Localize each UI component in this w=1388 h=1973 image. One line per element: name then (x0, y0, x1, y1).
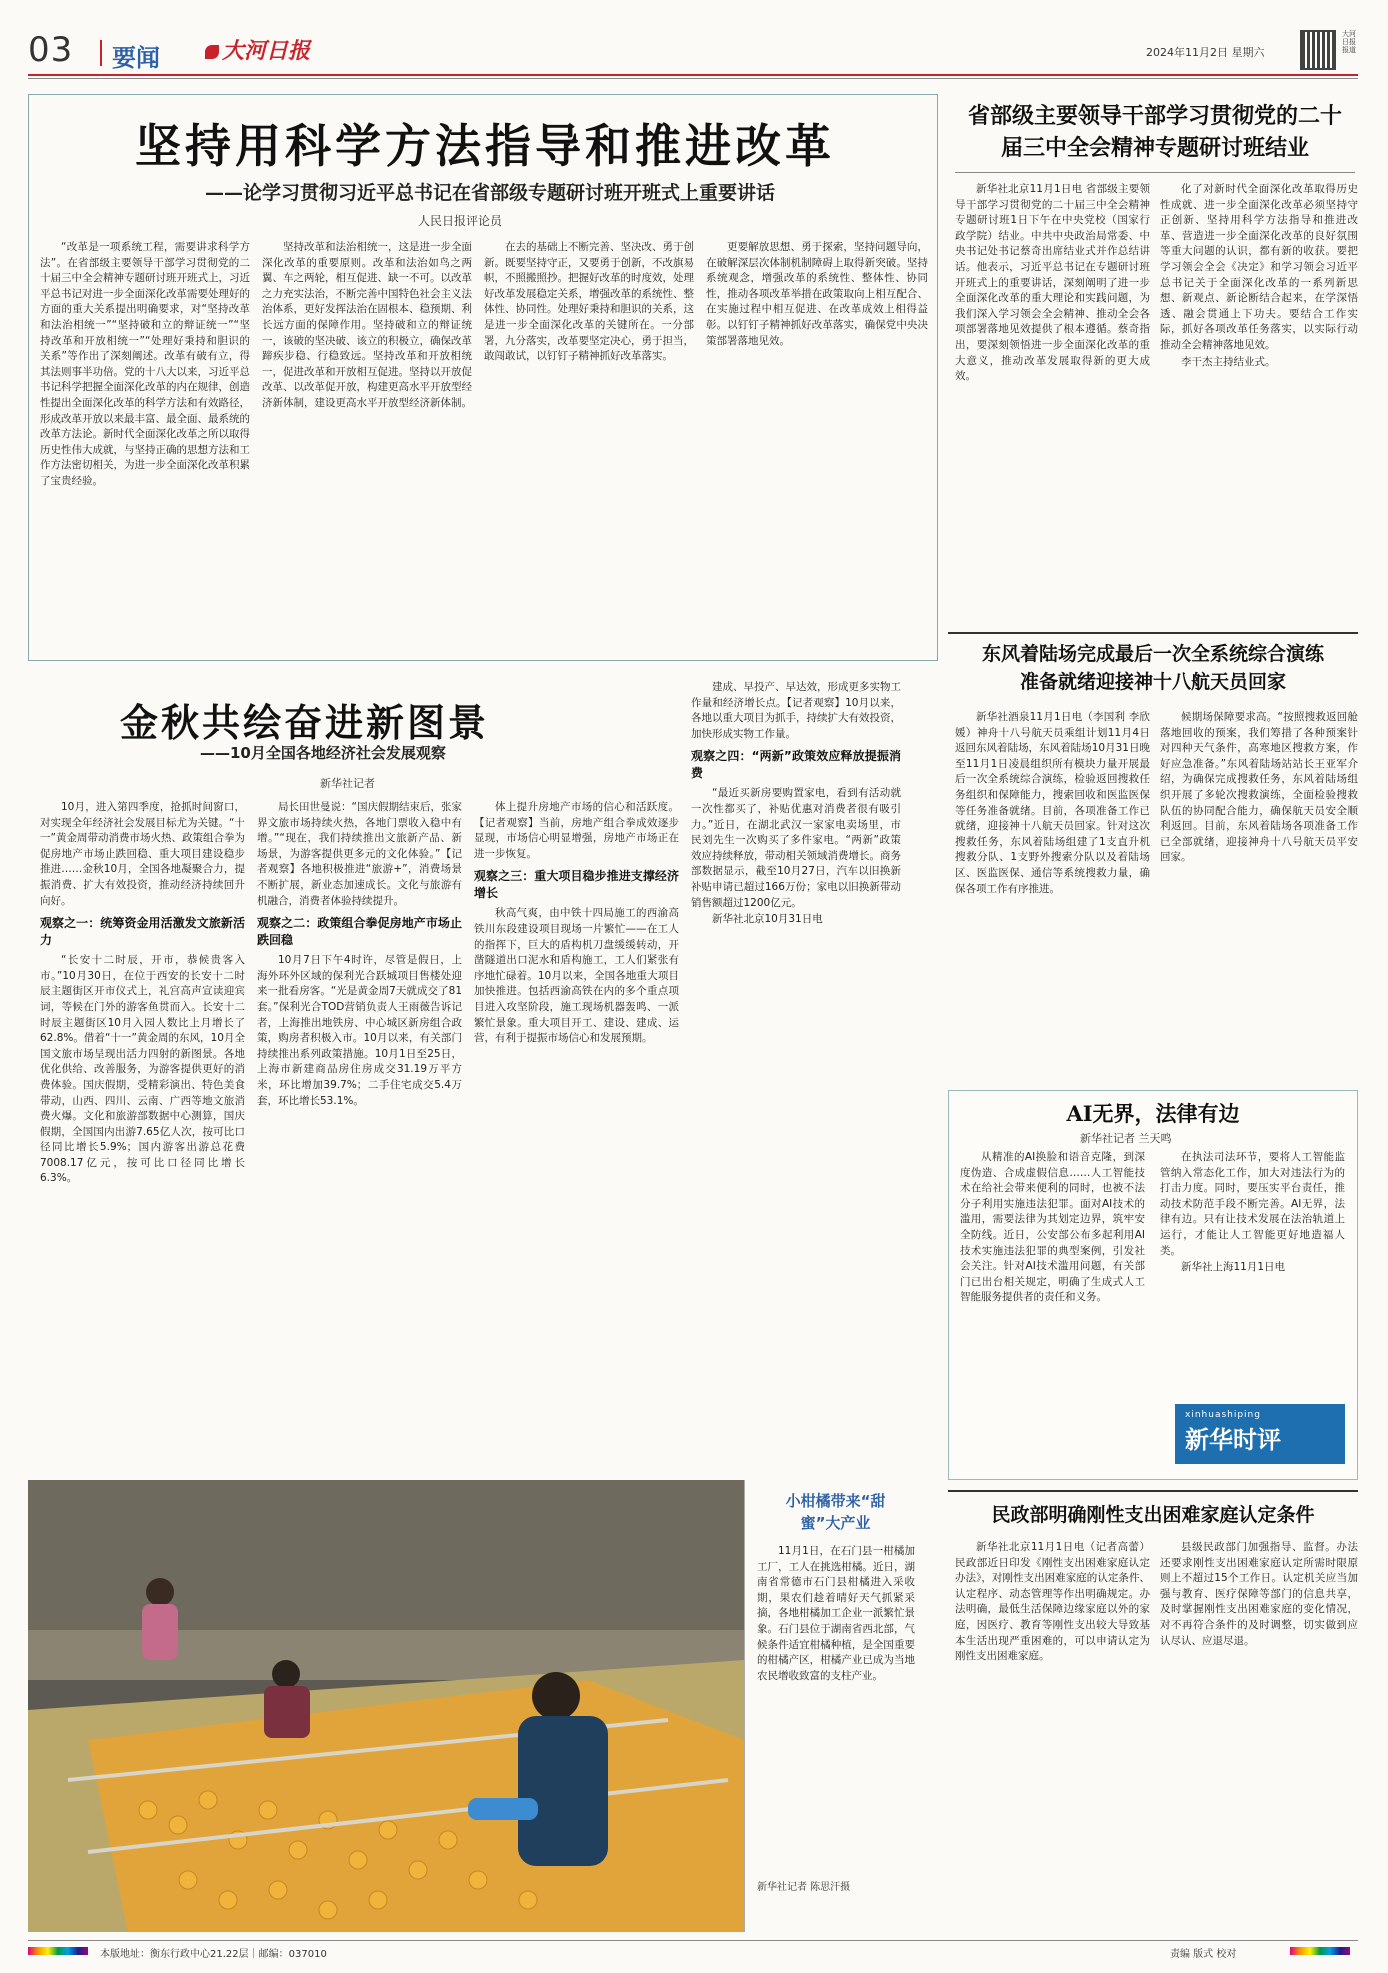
ai-title: AI无界，法律有边 (1066, 1101, 1240, 1126)
study-column-1: 新华社北京11月1日电 省部级主要领导干部学习贯彻党的二十届三中全会精神专题研讨班1日下午在中央党校（国家行政学院）结业。中共中央政治局常委、中央书记处书记蔡奇出席结业式并作总结讲话。他表示，习近平总书记在专题研讨班开班式上的重要讲话，深刻阐明了进一步全面深化改革的重大理论和实践问题，为我们深入学习领会全会精神、推动全会各项部署落地见效提供了根本遵循。蔡奇指出，要深刻领悟进一步全面深化改革的重大意义，推动改革发展取得新的更大成效。 (955, 183, 1150, 383)
lead-byline: 人民日报评论员 (417, 214, 502, 228)
section-name: 要闻 (112, 44, 160, 72)
footer-editors: 责编 版式 校对 (1170, 1949, 1237, 1960)
shenzhou-top-rule (948, 632, 1358, 634)
lead-subtitle: ——论学习贯彻习近平总书记在省部级专题研讨班开班式上重要讲话 (204, 182, 775, 204)
study-column-2: 化了对新时代全面深化改革取得历史性成就、进一步全面深化改革必须坚持守正创新、坚持用科学方法指导和推进改革、营造进一步全面深化改革的良好氛围等重大问题的认识，都有新的收获。要把学习领会全会《决定》和学习领会习近平总书记关于全面深化改革的一系列新思想、新观点、新论断结合起来，在学深悟透、融会贯通上下功夫。要结合工作实际，抓好各项改革任务落实，以实际行动推动全会精神落地见效。 李干杰主持结业式。 (1160, 183, 1358, 368)
study-rule (955, 172, 1355, 173)
ai-byline: 新华社记者 兰天鸣 (1080, 1132, 1172, 1145)
qr-code[interactable] (1300, 30, 1336, 70)
lead-column-1: “改革是一项系统工程，需要讲求科学方法”。在省部级主要领导干部学习贯彻党的二十届三中全会精神专题研讨班开班式上，习近平总书记对进一步全面深化改革需要处理好的方面的重大关系提出明确要求，对“坚持改革和法治相统一”“坚持破和立的辩证统一”“坚持改革和开放相统一”“处理好秉持和胆识的关系”等作出了深刻阐述。改革有破有立，得其法则事半功倍。党的十八大以来，习近平总书记科学把握全面深化改革的内在规律，创造性提出全面深化改革的科学方法和有效路径，形成改革开放以来最丰富、最全面、最系统的改革方法论。新时代全面深化改革之所以取得历史性伟大成就，与坚持正确的思想方法和工作方法密切相关，为进一步全面深化改革积累了宝贵经验。 (40, 241, 250, 487)
golden-byline: 新华社记者 (320, 777, 375, 790)
logo-mark-icon (205, 45, 219, 59)
photo-caption-box (744, 1480, 924, 1932)
civil-column-1: 新华社北京11月1日电（记者高蕾）民政部近日印发《刚性支出困难家庭认定办法》，对刚性支出困难家庭的认定条件、认定程序、动态管理等作出明确规定。办法明确，最低生活保障边缘家庭以外的家庭，因医疗、教育等刚性支出较大导致基本生活出现严重困难的，可以申请认定为刚性支出困难家庭。 (955, 1541, 1150, 1663)
page-number: 03 (28, 30, 74, 70)
golden-column-3: 体上提升房地产市场的信心和活跃度。【记者观察】当前，房地产组合拳成效逐步显现，市场信心明显增强，房地产市场正在进一步恢复。 观察之三：重大项目稳步推进支撑经济增长 秋高气爽，由中铁十四局施工的西渝高铁川东段建设项目现场一片繁忙——在工人的指挥下，巨大的盾构机刀盘缓缓转动，开凿隧道出口泥水和盾构施工，工人们紧张有序地忙碌着。10月以来，全国各地重大项目加快推进。包括西渝高铁在内的多个重点项目进入攻坚阶段，施工现场机器轰鸣、一派繁忙景象。重大项目开工、建设、建成、运营，有利于提振市场信心和发展预期。 (474, 801, 679, 1045)
badge-chinese: 新华时评 (1185, 1425, 1281, 1454)
masthead-logo (205, 34, 310, 65)
civil-title: 民政部明确刚性支出困难家庭认定条件 (991, 1504, 1315, 1526)
lead-column-3: 在去的基础上不断完善、坚决改、勇于创新。既要坚持守正，又要勇于创新，不改旗易帜，不照搬照抄。把握好改革的时度效，处理好改革发展稳定关系，增强改革的系统性、整体性、协同性。处理好秉持和胆识的关系，这是进一步全面深化改革的关键所在。一分部署，九分落实，改革要坚定决心，勇于担当，敢闯敢试，以钉钉子精神抓好改革落实。 (484, 241, 694, 363)
footer-address: 本版地址：衡东行政中心21.22层｜邮编：037010 (100, 1949, 327, 1960)
footer-rule (28, 1940, 1358, 1941)
golden-subtitle: ——10月全国各地经济社会发展观察 (200, 744, 446, 762)
ai-column-1: 从精准的AI换脸和语音克隆，到深度伪造、合成虚假信息……人工智能技术在给社会带来便利的同时，也被不法分子利用实施违法犯罪。面对AI技术的滥用，需要法律为其划定边界，筑牢安全防线。近日，公安部公布多起利用AI技术实施违法犯罪的典型案例，引发社会关注。针对AI技术滥用问题，有关部门已出台相关规定，明确了生成式人工智能服务提供者的责任和义务。 (960, 1151, 1145, 1304)
lead-title: 坚持用科学方法指导和推进改革 (135, 119, 835, 173)
study-title: 省部级主要领导干部学习贯彻党的二十届三中全会精神专题研讨班结业 (967, 103, 1342, 161)
shenzhou-column-1: 新华社酒泉11月1日电（李国利 李欣媛）神舟十八号航天员乘组计划11月4日返回东风着陆场，东风着陆场10月31日晚至11月1日凌晨组织所有模块力量开展最后一次全系统综合演练，检验返回搜救任务组织和保障能力，搜索回收和医监医保等任务准备就绪。目前，各项准备工作已就绪，迎接神十八航天员回家。针对这次搜救任务，东风着陆场组建了1支直升机搜救分队、1支野外搜索分队以及着陆场区、医监医保、通信等系统搜救力量，确保各项工作有序推进。 (955, 711, 1150, 895)
golden-title: 金秋共绘奋进新图景 (120, 700, 490, 745)
golden-column-2: 局长田世曼说：“国庆假期结束后，张家界文旅市场持续火热，各地门票收入稳中有增。”“现在，我们持续推出文旅新产品、新场景，为游客提供更多元的文化体验。”【记者观察】各地积极推进“旅游+”，消费场景不断扩展，新业态加速成长。文化与旅游有机融合，消费者体验持续提升。 观察之二：政策组合拳促房地产市场止跌回稳 10月7日下午4时许，尽管是假日，上海外环外区域的保利光合跃城项目售楼处迎来一批看房客。“光是黄金周7天就成交了81套。”保利光合TOD营销负责人王雨薇告诉记者，上海推出地铁房、中心城区新房组合政策，购房者积极入市。10月以来，有关部门持续推出系列政策措施。10月1日至25日，上海市新建商品房住房成交31.19万平方米，环比增加39.7%；二手住宅成交5.4万套，环比增长53.1%。 (257, 801, 462, 1107)
orange-factory-illustration (28, 1480, 744, 1932)
badge-english: xinhuashiping (1185, 1410, 1261, 1420)
golden-column-1: 10月，进入第四季度，抢抓时间窗口，对实现全年经济社会发展目标尤为关键。“十一”黄金周带动消费市场火热、政策组合拳为促房地产市场止跌回稳、重大项目建设稳步推进……金秋10月，全国各地凝聚合力，提振消费、扩大有效投资，推动经济持续回升向好。 观察之一：统筹资金用活激发文旅新活力 “长安十二时辰，开市，恭候贵客入市。”10月30日，在位于西安的长安十二时辰主题街区开市仪式上，礼宫高声宣读迎宾词，等候在门外的游客鱼贯而入。长安十二时辰主题街区10月入园人数比上月增长了62.8%。借着“十一”黄金周的东风，10月全国文旅市场呈现出活力四射的新图景。各地优化供给、改善服务，为游客提供更好的消费体验。国庆假期，受精彩演出、特色美食带动，山西、四川、云南、广西等地文旅消费火爆。文化和旅游部数据中心测算，国庆假期，全国国内出游7.65亿人次，按可比口径同比增长5.9%；国内游客出游总花费7008.17亿元，按可比口径同比增长6.3%。 (40, 801, 245, 1185)
golden-column-4: 建成、早投产、早达效，形成更多实物工作量和经济增长点。【记者观察】10月以来，各地以重大项目为抓手，持续扩大有效投资，加快形成实物工作量。 观察之四：“两新”政策效应释放提振消费 “最近买新房要购置家电，看到有活动就一次性都买了，补贴优惠对消费者很有吸引力。”近日，在湖北武汉一家家电卖场里，市民刘先生一次购买了多件家电。“两新”政策效应持续释放，带动相关领域消费增长。商务部数据显示，截至10月27日，汽车以旧换新补贴申请已超过166万份；家电以旧换新带动销售额超过1200亿元。 新华社北京10月31日电 (691, 681, 901, 926)
xinhua-commentary-badge (1175, 1404, 1345, 1464)
photo-credit: 新华社记者 陈思汗摄 (757, 1882, 851, 1893)
photo-caption-body: 11月1日，在石门县一柑橘加工厂，工人在挑选柑橘。近日，湖南省常德市石门县柑橘进入采收期，果农们趁着晴好天气抓紧采摘，各地柑橘加工企业一派繁忙景象。石门县位于湖南省西北部，气候条件适宜柑橘种植，是全国重要的柑橘产区，柑橘产业已成为当地农民增收致富的支柱产业。 (757, 1545, 915, 1682)
color-bar-right (1290, 1947, 1350, 1955)
golden-sec1-heading: 观察之一：统筹资金用活激发文旅新活力 (40, 916, 245, 948)
golden-sec2-heading: 观察之二：政策组合拳促房地产市场止跌回稳 (257, 916, 462, 948)
shenzhou-column-2: 候期场保障要求高。“按照搜救返回舱落地回收的预案，我们筹措了各种预案针对四种天气条件，高寒地区搜救方案，作好应急准备。”东风着陆场站站长王亚军介绍，为确保完成搜救任务，东风着陆场组织开展了多轮次搜救演练，全面检验搜救队伍的协同配合能力，确保航天员安全顺利返回。目前，东风着陆场各项准备工作已全部就绪，迎接神舟十八号航天员平安回家。 (1160, 711, 1358, 864)
ai-column-2: 在执法司法环节，要将人工智能监管纳入常态化工作，加大对违法行为的打击力度。同时，要压实平台责任，推动技术防范手段不断完善。AI无界，法律有边。只有让技术发展在法治轨道上运行，才能让人工智能更好地造福人类。 新华社上海11月1日电 (1160, 1151, 1345, 1274)
header-divider (100, 40, 102, 66)
lead-column-4: 更要解放思想、勇于探索，坚持问题导向，在破解深层次体制机制障碍上取得新突破。坚持系统观念，增强改革的系统性、整体性、协同性，推动各项改革举措在政策取向上相互配合、在实施过程中相互促进、在改革成效上相得益彰。以钉钉子精神抓好改革落实，确保党中央决策部署落地见效。 (706, 241, 928, 347)
color-bar-left (28, 1947, 88, 1955)
golden-sec3-heading: 观察之三：重大项目稳步推进支撑经济增长 (474, 869, 679, 901)
header-rule (28, 74, 1358, 76)
orange-factory-photo (28, 1480, 744, 1932)
photo-caption-title: 小柑橘带来“甜蜜”大产业 (785, 1492, 886, 1532)
shenzhou-title: 东风着陆场完成最后一次全系统综合演练准备就绪迎接神十八航天员回家 (981, 643, 1324, 693)
header-rule-thin (28, 78, 1358, 79)
civil-top-rule (948, 1490, 1358, 1492)
qr-label: 大河日报 报道 (1342, 30, 1356, 54)
logo-text: 大河日报 (222, 38, 311, 64)
lead-column-2: 坚持改革和法治相统一，这是进一步全面深化改革的重要原则。改革和法治如鸟之两翼、车之两轮，相互促进、缺一不可。以改革之力充实法治，不断完善中国特色社会主义法治体系，更好发挥法治在固根本、稳预期、利长远方面的保障作用。坚持破和立的辩证统一，该破的坚决破、该立的积极立，确保改革蹄疾步稳、行稳致远。坚持改革和开放相统一，促进改革和开放相互促进。坚持以开放促改革、以改革促开放，构建更高水平开放型经济新体制，建设更高水平开放型经济新体制。 (262, 241, 472, 409)
issue-date: 2024年11月2日 星期六 (1146, 46, 1265, 59)
golden-sec4-heading: 观察之四：“两新”政策效应释放提振消费 (691, 749, 901, 781)
civil-column-2: 县级民政部门加强指导、监督。办法还要求刚性支出困难家庭认定所需时限原则上不超过15个工作日。认定机关应当加强与教育、医疗保障等部门的信息共享，及时掌握刚性支出困难家庭的变化情况，对不再符合条件的及时调整，切实做到应认尽认、应退尽退。 (1160, 1541, 1358, 1647)
